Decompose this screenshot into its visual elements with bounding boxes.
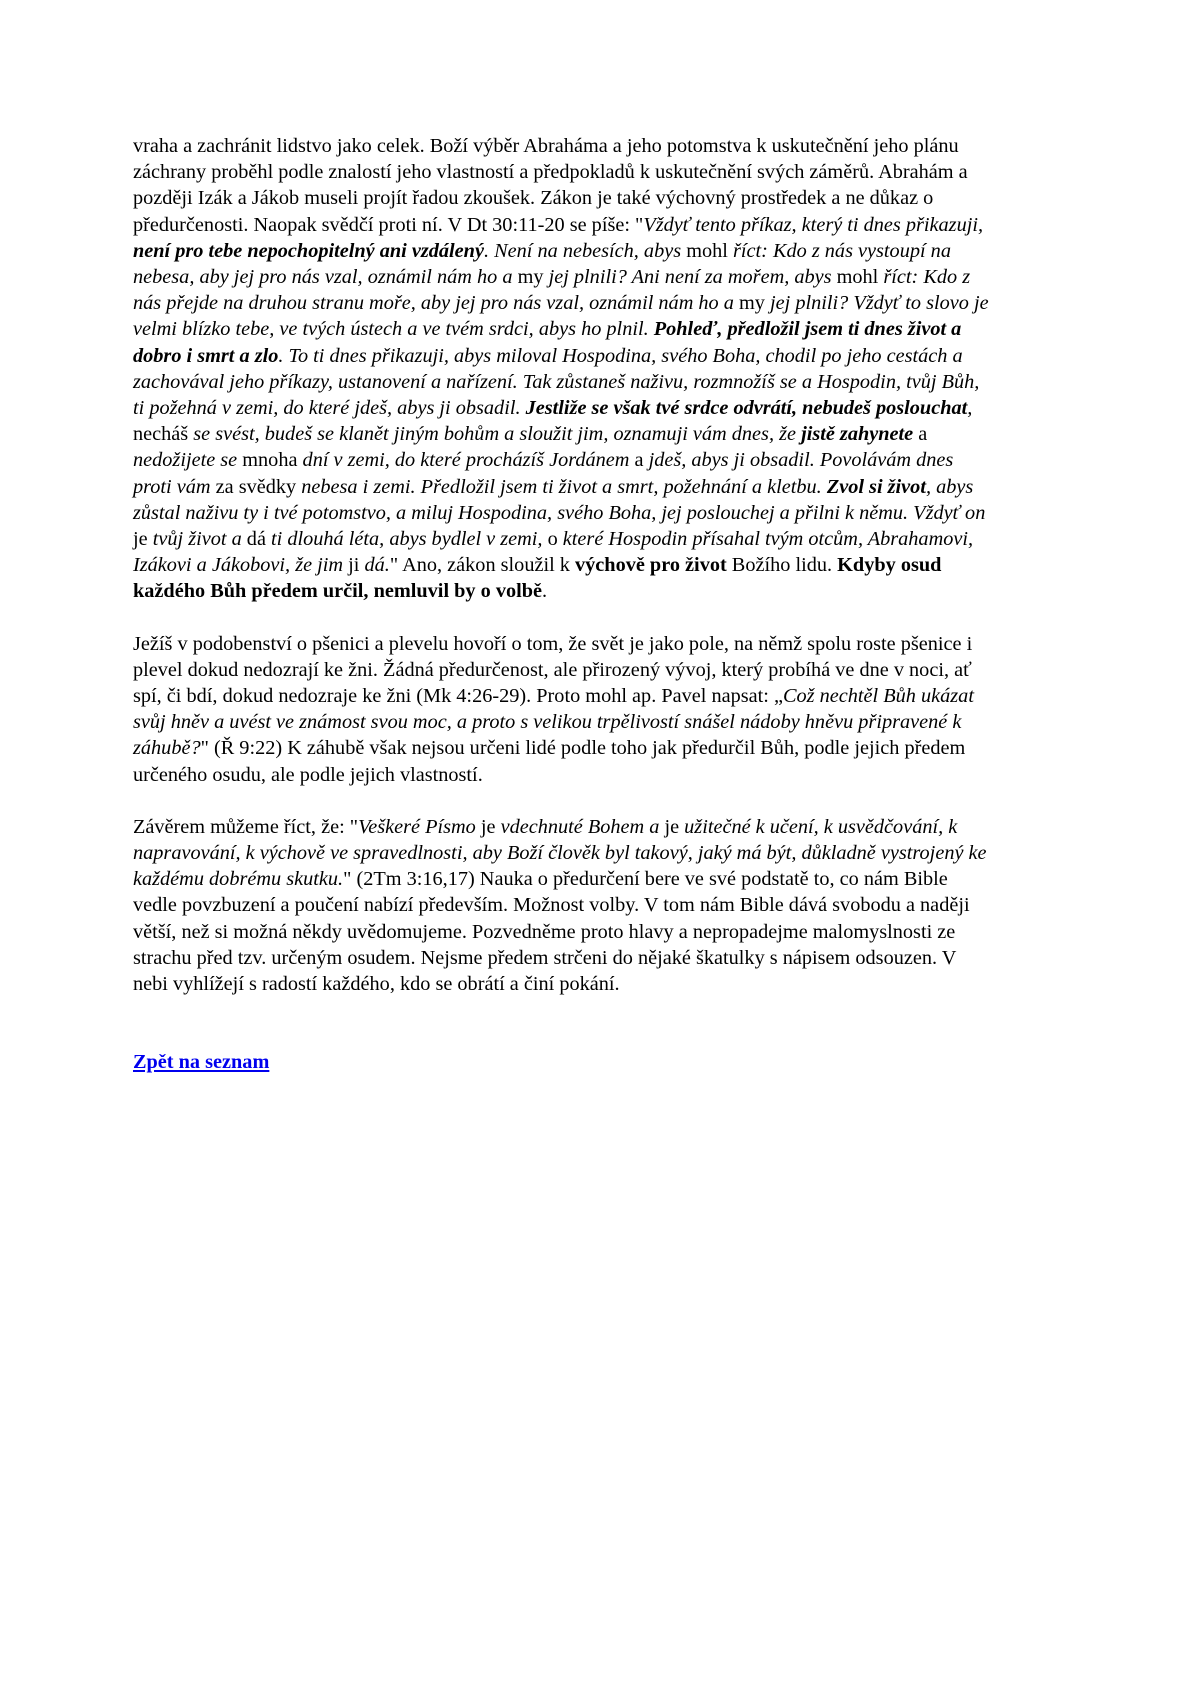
italic-quote-run: on	[965, 501, 986, 524]
italic-quote-run: užitečné k učení, k usvědčování, k napravování, k výchově ve spravedlnosti, aby Boží člověk byl takový, jaký má být, důkladně vystrojený ke každému dobrému skutku.	[133, 815, 987, 891]
text-run: je	[664, 815, 685, 838]
text-run: mnoha	[242, 449, 303, 472]
text-run: .	[542, 580, 548, 603]
bold-italic-emphasis-run: Pohleď, předložil jsem ti dnes život a dobro i smrt a zlo	[133, 318, 962, 367]
italic-quote-run: dní v zemi, do které procházíš Jordánem	[302, 449, 635, 472]
italic-quote-run: se svést, budeš se klanět jiným bohům a sloužit jim, oznamuji vám dnes, že	[193, 423, 802, 446]
italic-quote-run: které Hospodin přísahal tvým otcům, Abrahamovi, Izákovi a Jákobovi, že jim	[133, 528, 974, 577]
article-body	[133, 133, 993, 997]
text-run: je	[480, 815, 501, 838]
italic-quote-run: jej plnili? Vždyť to slovo je velmi blízko tebe, ve tvých ústech a ve tvém srdci, abys ho plnil.	[133, 292, 989, 341]
text-run: mohl	[686, 239, 733, 262]
italic-quote-run: Což nechtěl Bůh ukázat svůj hněv a uvést ve známost svou moc, a proto s velikou trpělivostí snášel nádoby hněvu připravené k záhubě?	[133, 685, 974, 760]
italic-quote-run: dá.	[364, 554, 390, 577]
paragraph-wheat-and-tares	[133, 631, 993, 788]
italic-quote-run: říct: Kdo z nás přejde na druhou stranu moře, aby jej pro nás vzal, oznámil nám ho a	[133, 266, 971, 315]
text-run: a	[918, 423, 928, 446]
text-run: za svědky	[215, 475, 302, 498]
text-run: " (2Tm 3:16,17) Nauka o předurčení bere ve své podstatě to, co nám Bible vedle povzbuzení a poučení nabízí především. Možnost volby. V tom nám Bible dává svobodu a naději větší, než si možná někdy uvědomujeme. Pozvedněme proto hlavy a nepropadejme malomyslnosti ze strachu před tzv. určeným osudem. Nejsme předem strčeni do nějaké škatulky s nápisem odsouzen. V nebi vyhlížejí s radostí každého, kdo se obrátí a činí pokání.	[133, 868, 970, 996]
italic-quote-run: nebesa i zemi. Předložil jsem ti život a smrt, požehnání a kletbu.	[301, 475, 827, 498]
italic-quote-run: jdeš, abys ji obsadil. Povolávám dnes proti vám	[133, 449, 954, 498]
text-run: Ježíš v podobenství o pšenici a plevelu hovoří o tom, že svět je jako pole, na němž spolu roste pšenice i plevel dokud nedozrají ke žni. Žádná předurčenost, ale přirozený vývoj, který probíhá ve dne v noci, ať spí, či bdí, dokud nedozraje ke žni (Mk 4:26-29). Proto mohl ap. Pavel napsat: „	[133, 632, 973, 708]
italic-quote-run: tvůj život a	[152, 528, 247, 551]
text-run: ji	[348, 554, 365, 577]
italic-quote-run: ti dlouhá léta, abys bydlel v zemi,	[271, 528, 548, 551]
text-run: my	[517, 266, 549, 289]
text-run: " (Ř 9:22) K záhubě však nejsou určeni lidé podle toho jak předurčil Bůh, podle jejich předem určeného osudu, ale podle jejich vlastností.	[133, 737, 966, 786]
bold-italic-emphasis-run: Jestliže se však tvé srdce odvrátí, nebudeš poslouchat	[525, 397, 968, 420]
bold-italic-emphasis-run: Zvol si život	[826, 475, 926, 498]
back-to-list-link[interactable]: Zpět na seznam	[133, 1051, 270, 1074]
paragraph-predestination-law	[133, 133, 993, 605]
text-run: my	[738, 292, 770, 315]
text-run: " Ano, zákon sloužil k	[389, 554, 576, 577]
italic-quote-run: jej plnili? Ani není za mořem, abys	[548, 266, 837, 289]
text-run: a	[634, 449, 649, 472]
text-run: o	[547, 528, 563, 551]
italic-quote-run: . Není na nebesích, abys	[483, 239, 687, 262]
italic-quote-run: Veškeré Písmo	[358, 815, 481, 838]
text-run: je	[133, 528, 153, 551]
italic-quote-run: . To ti dnes přikazuji, abys miloval Hospodina, svého Boha, chodil po jeho cestách a zachovával jeho příkazy, ustanovení a nařízení. Tak zůstaneš naživu, rozmnožíš se a Hospodin, tvůj Bůh, ti požehná v zemi, do které jdeš, abys ji obsadil.	[133, 344, 980, 420]
text-run: necháš	[133, 423, 194, 446]
italic-quote-run: , abys zůstal naživu ty i tvé potomstvo, a miluj Hospodina, svého Boha, jej poslouchej a přilni k němu. Vždyť	[133, 475, 974, 524]
bold-italic-emphasis-run: není pro tebe nepochopitelný ani vzdálený	[133, 239, 484, 262]
bold-italic-emphasis-run: jistě zahynete	[801, 423, 914, 446]
italic-quote-run: nedožijete se	[133, 449, 243, 472]
text-run: Závěrem můžeme říct, že: "	[133, 815, 359, 838]
document-page	[133, 133, 993, 1076]
italic-quote-run: Vždyť tento příkaz, který ti dnes přikazuji,	[643, 213, 984, 236]
text-run: mohl	[836, 266, 884, 289]
italic-quote-run: vdechnuté Bohem a	[500, 815, 665, 838]
text-run: dá	[246, 528, 272, 551]
text-run: Božího lidu.	[726, 554, 838, 577]
italic-quote-run: říct: Kdo z nás vystoupí na nebesa, aby jej pro nás vzal, oznámil nám ho a	[133, 239, 951, 289]
text-run: vraha a zachránit lidstvo jako celek. Boží výběr Abraháma a jeho potomstva k uskutečnění jeho plánu záchrany proběhl podle znalostí jeho vlastností a předpokladů k uskutečnění svých záměrů. Abrahám a později Izák a Jákob museli projít řadou zkoušek. Zákon je také výchovný prostředek a ne důkaz o předurčenosti. Naopak svědčí proti ní. V Dt 30:11-20 se píše: "	[133, 135, 968, 236]
back-link-container	[133, 1049, 993, 1075]
bold-emphasis-run: výchově pro život	[575, 554, 727, 577]
italic-quote-run: ,	[967, 397, 973, 420]
paragraph-conclusion	[133, 814, 993, 997]
bold-emphasis-run: Kdyby osud každého Bůh předem určil, nemluvil by o volbě	[133, 554, 942, 603]
